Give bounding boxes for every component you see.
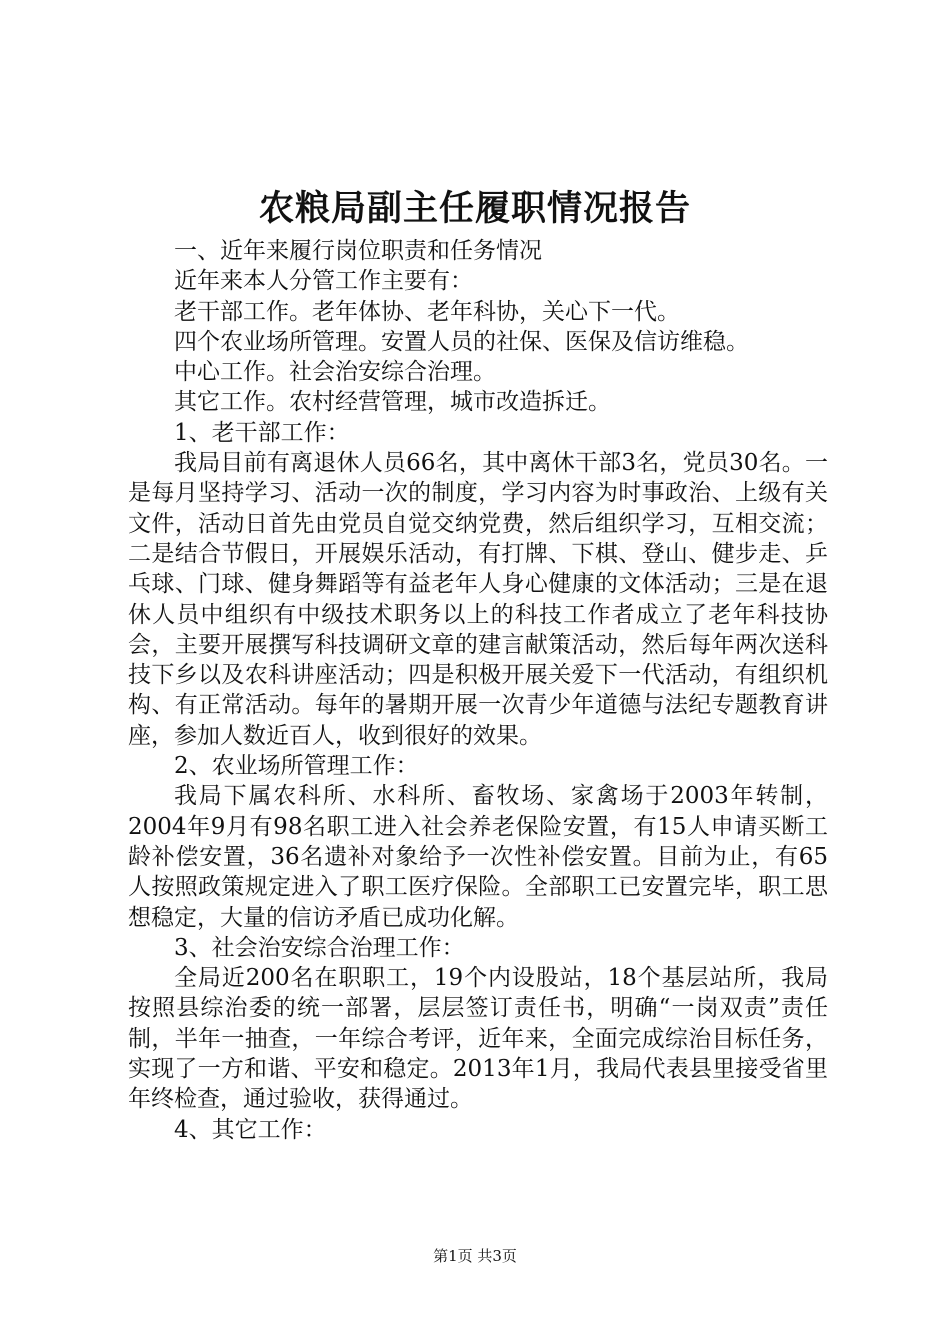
section-heading-1: 一、近年来履行岗位职责和任务情况 <box>174 238 542 264</box>
duty-item-other-work: 其它工作。农村经营管理，城市改造拆迁。 <box>174 389 611 416</box>
duty-item-farm-management: 四个农业场所管理。安置人员的社保、医保及信访维稳。 <box>174 328 749 355</box>
paragraph-retired-cadres: 我局目前有离退休人员66名，其中离休干部3名，党员30名。一是每月坚持学习、活动一次的制度，学习内容为时事政治、上级有关文件，活动日首先由党员自觉交纳党费，然后组织学习，互相交流；二是结合节假日，开展娱乐活动，有打牌、下棋、登山、健步走、乒乓球、门球、健身舞蹈等有益老年人身心健康的文体活动；三是在退休人员中组织有中级技术职务以上的科技工作者成立了老年科技协会，主要开展撰写科技调研文章的建言献策活动，然后每年两次送科技下乡以及农科讲座活动；四是积极开展关爱下一代活动，有组织机构、有正常活动。每年的暑期开展一次青少年道德与法纪专题教育讲座，参加人数近百人，收到很好的效果。 <box>128 450 828 749</box>
subheading-retired-cadres: 1、老干部工作： <box>174 419 350 446</box>
paragraph-farm-management: 我局下属农科所、水科所、畜牧场、家禽场于2003年转制，2004年9月有98名职工进入社会养老保险安置，有15人申请买断工龄补偿安置，36名遗补对象给予一次性补偿安置。目前为止，有65人按照政策规定进入了职工医疗保险。全部职工已安置完毕，职工思想稳定，大量的信访矛盾已成功化解。 <box>128 783 828 931</box>
subheading-farm-management: 2、农业场所管理工作： <box>174 753 419 780</box>
duty-item-retired-cadres: 老干部工作。老年体协、老年科协，关心下一代。 <box>174 298 680 325</box>
document-body <box>128 236 828 1145</box>
page-footer: 第1页 共3页 <box>433 1247 517 1265</box>
duty-item-central-work: 中心工作。社会治安综合治理。 <box>174 359 496 386</box>
subheading-other-work: 4、其它工作： <box>174 1116 327 1143</box>
paragraph-public-security: 全局近200名在职职工，19个内设股站，18个基层站所，我局按照县综治委的统一部署，层层签订责任书，明确“一岗双责”责任制，半年一抽查，一年综合考评，近年来，全面完成综治目标任务，实现了一方和谐、平安和稳定。2013年1月，我局代表县里接受省里年终检查，通过验收，获得通过。 <box>128 965 828 1113</box>
paragraph-intro: 近年来本人分管工作主要有： <box>174 268 473 295</box>
document-title: 农粮局副主任履职情况报告 <box>258 188 691 229</box>
subheading-public-security: 3、社会治安综合治理工作： <box>174 934 465 961</box>
